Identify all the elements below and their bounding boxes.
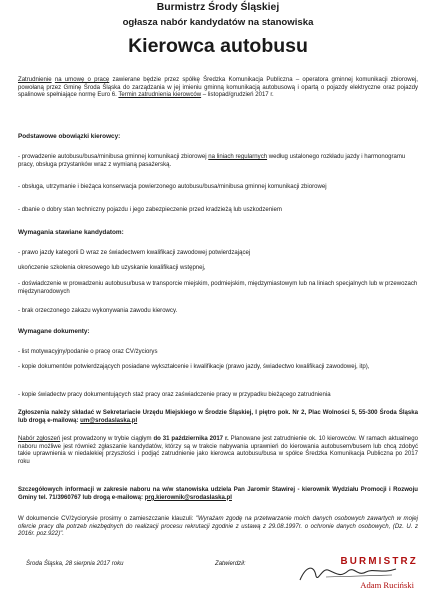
intro-text: zawierane będzie przez spółkę Średzka Komunikacja Publiczna – operatora gminnej komunikacji zbiorowej, powołaną przez Gminę Środa Śląska do zarządzania w jej imieniu gminną komunikacją autobusową i opartą o pojazdy elektryczne oraz pojazdy spalinowe spełniające normę Euro 6. <box>18 77 418 99</box>
duty-text-end: według ustalonego rozkładu jazdy i harmonogramu pracy, obsługa przystanków wraz z wymianą pasażerską. <box>18 154 406 168</box>
contact-paragraph <box>18 487 418 502</box>
duty-text: - prowadzenie autobusu/busa/minibusa gminnej komunikacji zbiorowej <box>18 154 209 160</box>
document-item: - list motywacyjny/podanie o pracę oraz CV/życiorys <box>18 349 158 355</box>
intro-term-label: Termin zatrudnienia kierowców <box>118 92 202 99</box>
requirement-item: - doświadczenie w prowadzeniu autobusu/busa w transporcie miejskim, podmiejskim, międzymiastowym lub na liniach specjalnych lub w przewozach międzynarodowych <box>18 281 418 295</box>
process-paragraph <box>18 436 418 467</box>
document-item: - kopie dokumentów potwierdzających posiadane wykształcenie i kwalifikacje (prawo jazdy, świadectwo kwalifikacji zawodowej, itp), <box>18 364 370 370</box>
intro-lead: Zatrudnienie <box>18 77 52 83</box>
document-item: - kopie świadectw pracy dokumentujących staż pracy oraz zaświadczenie pracy w przypadku bieżącego zatrudnienia <box>18 392 331 398</box>
process-deadline: do 31 października 2017 r. <box>153 436 229 442</box>
submission-paragraph <box>18 410 418 425</box>
requirement-item: - prawo jazdy kategorii D wraz ze świadectwem kwalifikacji zawodowej potwierdzającej <box>18 250 251 256</box>
duties-heading: Podstawowe obowiązki kierowcy: <box>18 133 121 140</box>
approved-label: Zatwierdził: <box>215 561 246 567</box>
submission-email-link[interactable]: um@srodaslaska.pl <box>80 417 138 424</box>
requirement-item: - brak orzeczonego zakazu wykonywania zawodu kierowcy. <box>18 308 178 314</box>
duty-regular-lines: na liniach regularnych <box>208 154 268 160</box>
duty-item: - obsługa, utrzymanie i bieżąca konserwacja powierzonego autobusu/busa/minibusa gminnej komunikacji zbiorowej <box>18 184 327 190</box>
stamp-name: Adam Ruciński <box>360 580 414 590</box>
rodo-text: W dokumencie CV/życiorysie prosimy o zamieszczanie klauzuli: <box>18 516 196 522</box>
documents-heading: Wymagane dokumenty: <box>18 328 90 335</box>
requirement-item: ukończenie szkolenia okresowego lub uzyskanie kwalifikacji wstępnej, <box>18 265 206 271</box>
process-text: jest prowadzony w trybie ciągłym <box>60 436 154 442</box>
page-title: Kierowca autobusu <box>128 35 308 57</box>
rodo-paragraph <box>18 516 418 539</box>
header-subtitle: ogłasza nabór kandydatów na stanowiska <box>122 17 314 28</box>
place-date: Środa Śląska, 28 sierpnia 2017 roku <box>26 561 124 567</box>
intro-contract: na umowę o pracę <box>54 77 110 83</box>
process-lead: Nabór zgłoszeń <box>18 436 61 442</box>
contact-text: Szczegółowych informacji w zakresie naboru na w/w stanowiska udziela Pan Jaromir Stawirej - kierownik Wydziału Promocji i Rozwoju Gminy tel. 71/3960767 lub drogą e-mailową: <box>18 487 418 501</box>
intro-term-value: – listopad/grudzień 2017 r. <box>201 92 274 99</box>
duty-item: - dbanie o dobry stan techniczny pojazdu i jego zabezpieczenie przed kradzieżą lub uszkodzeniem <box>18 207 282 213</box>
requirements-heading: Wymagania stawiane kandydatom: <box>18 229 124 236</box>
duty-item <box>18 154 418 169</box>
stamp-title: BURMISTRZ <box>340 556 418 567</box>
process-text-2: Planowane jest zatrudnienie ok. 10 kierowców. W ramach aktualnego naboru możliwe jest również zgłaszanie kandydatów, którzy są w trakcie nabywania uprawnień do kierowania autobusem/busem lub chcą zdobyć takie uprawnienia w niedalekiej przyszłości i podjąć zatrudnienie jako kierowca autobusu/busa w spółce Średzka Komunikacja Publiczna po 2017 roku <box>18 436 419 466</box>
submission-text: Zgłoszenia należy składać w Sekretariacie Urzędu Miejskiego w Środzie Śląskiej, I piętro pok. Nr 2, Plac Wolności 5, 55-300 Środa Śląska lub drogą e-mailową: <box>18 410 418 424</box>
header-issuer: Burmistrz Środy Śląskiej <box>156 2 280 13</box>
rodo-clause: "Wyrażam zgodę na przetwarzanie moich danych osobowych zawartych w mojej ofercie pracy dla potrzeb niezbędnych do realizacji procesu rekrutacji zgodnie z ustawą z 29.08.1997r. o ochronie danych osobowych, (Dz. U. z 2016r. poz.922)". <box>18 516 419 538</box>
intro-paragraph <box>18 77 418 100</box>
contact-email-link[interactable]: prg.kierownik@srodaslaska.pl <box>144 494 232 501</box>
